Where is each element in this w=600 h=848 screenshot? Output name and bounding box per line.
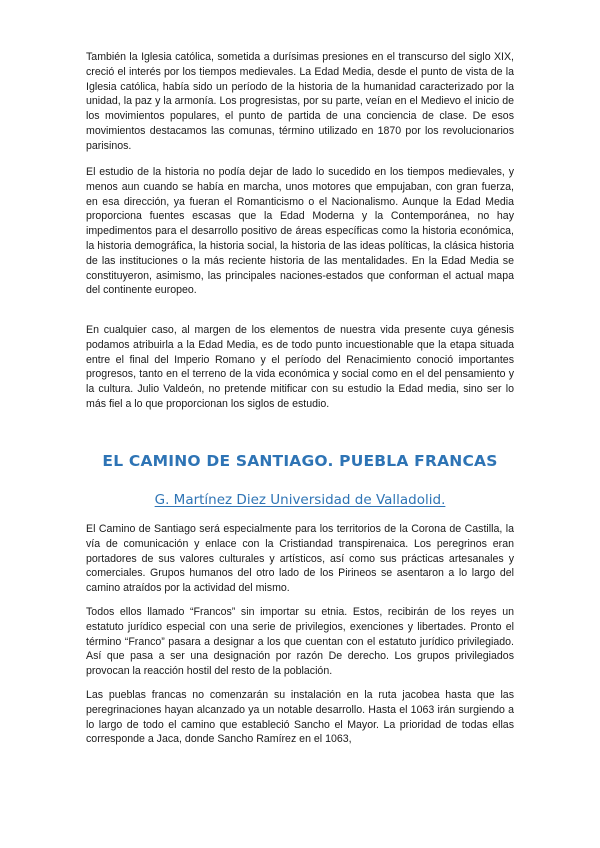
paragraph-iglesia xyxy=(86,50,514,154)
paragraph-text: El Camino de Santiago será especialmente para los territorios de la Corona de Castilla, la vía de comunicación y enlace con la Cristiandad transpirenaica. Los peregrinos eran portadores de sus valores culturales y artísticos, así como sus prácticas artesanales y comerciales. Grupos humanos del otro lado de los Pirineos se asentaron a lo largo del camino atraídos por la actividad del mismo. xyxy=(86,523,514,595)
paragraph-text: Todos ellos llamado “Francos” sin importar su etnia. Estos, recibirán de los reyes un estatuto jurídico especial con una serie de privilegios, exenciones y libertades. Pronto el término “Franco” pasara a designar a los que cuentan con el estatuto jurídico privilegiado. Así que pasa a ser una designación por razón De derecho. Los grupos privilegiados provocan la reacción hostil del resto de la población. xyxy=(86,606,514,678)
paragraph-text: Las pueblas francas no comenzarán su instalación en la ruta jacobea hasta que las peregrinaciones hayan alcanzado ya un notable desarrollo. Hasta el 1063 irán surgiendo a lo largo de todo el camino que estableció Sancho el Mayor. La prioridad de todas ellas corresponde a Jaca, donde Sancho Ramírez en el 1063, xyxy=(86,689,514,746)
paragraph-text: En cualquier caso, al margen de los elementos de nuestra vida presente cuya génesis podamos atribuirla a la Edad Media, es de todo punto incuestionable que la etapa situada entre el final del Imperio Romano y el período del Renacimiento conoció importantes progresos, tanto en el terreno de la vida económica y social como en el del pensamiento y la cultura. Julio Valdeón, no pretende mitificar con su estudio la Edad media, sino ser lo más fiel a lo que proporcionan los siglos de estudio. xyxy=(86,324,514,410)
paragraph-francos xyxy=(86,605,514,679)
paragraph-camino xyxy=(86,522,514,596)
section-title: EL CAMINO DE SANTIAGO. PUEBLA FRANCAS xyxy=(102,452,498,470)
paragraph-text: También la Iglesia católica, sometida a durísimas presiones en el transcurso del siglo XIX, creció el interés por los tiempos medievales. La Edad Media, desde el punto de vista de la Iglesia católica, había sido un período de la historia de la humanidad caracterizado por la unidad, la paz y la armonía. Los progresistas, por su parte, veían en el Medievo el inicio de los movimientos populares, el punto de partida de una conciencia de clase. De esos movimientos destacamos las comunas, término utilizado en 1870 por los revolucionarios parisinos. xyxy=(86,51,514,152)
paragraph-pueblas xyxy=(86,688,514,747)
paragraph-estudio-historia xyxy=(86,165,514,298)
paragraph-cualquier-caso xyxy=(86,323,514,412)
section-author-link[interactable]: G. Martínez Diez Universidad de Valladolid. xyxy=(154,492,446,508)
paragraph-text: El estudio de la historia no podía dejar de lado lo sucedido en los tiempos medievales, y menos aun cuando se había en marcha, unos motores que empujaban, con gran fuerza, en esa dirección, ya fueran el Romanticismo o el Nacionalismo. Aunque la Edad Media proporciona fuentes escasas que la Edad Moderna y la Contemporánea, no hay impedimentos para el desarrollo positivo de áreas específicas como la historia económica, la historia demográfica, la historia social, la historia de las ideas políticas, la clásica historia de las instituciones o la más reciente historia de las mentalidades. En la Edad Media se constituyeron, asimismo, las principales naciones-estados que conforman el actual mapa del continente europeo. xyxy=(86,166,514,297)
